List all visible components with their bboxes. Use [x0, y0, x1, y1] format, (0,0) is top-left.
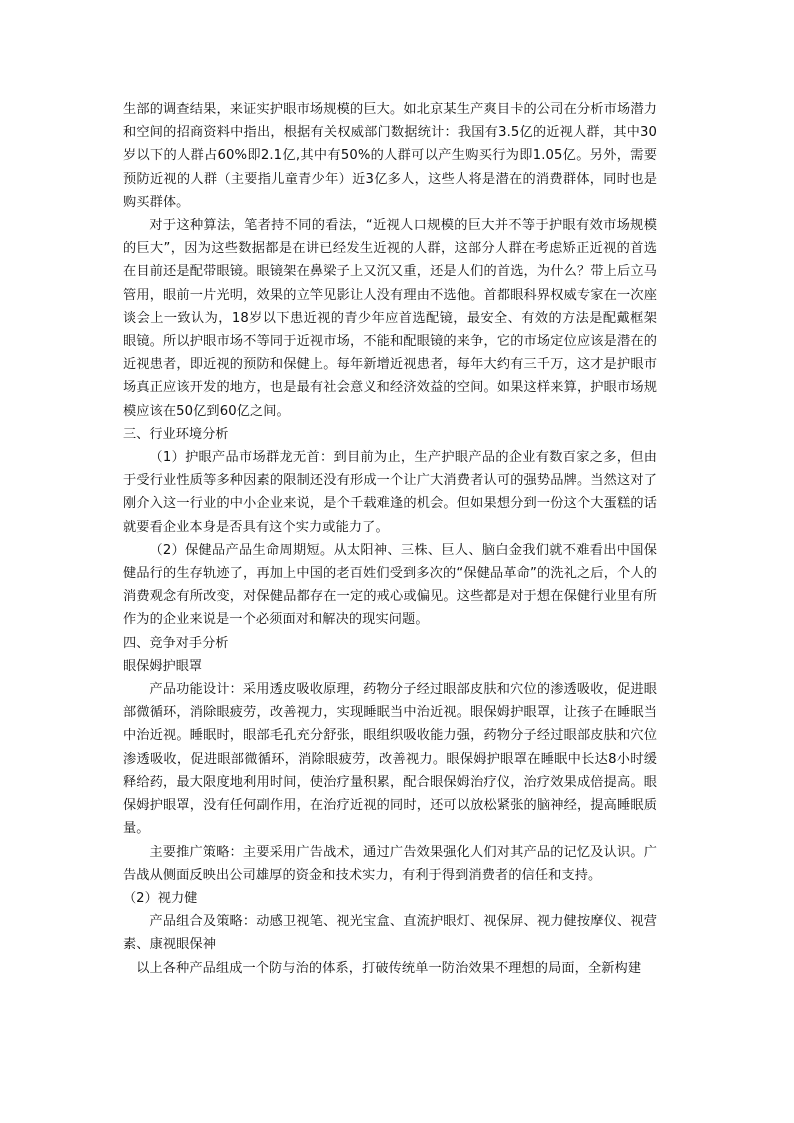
document-page — [123, 98, 657, 980]
paragraph-product-design: 产品功能设计：采用透皮吸收原理，药物分子经过眼部皮肤和穴位的渗透吸收，促进眼部微循环，消除眼疲劳，改善视力，实现睡眠当中治近视。眼保姆护眼罩，让孩子在睡眠当中治近视。睡眠时，眼部毛孔充分舒张，眼组织吸收能力强，药物分子经过眼部皮肤和穴位渗透吸收，促进眼部微循环，消除眼疲劳，改善视力。眼保姆护眼罩在睡眠中长达8小时缓释给药，最大限度地利用时间，使治疗量积累，配合眼保姆治疗仪，治疗效果成倍提高。眼保姆护眼罩，没有任何副作用，在治疗近视的同时，还可以放松紧张的脑神经，提高睡眠质量。 — [123, 682, 657, 837]
paragraph-industry-point-2: （2）保健品产品生命周期短。从太阳神、三株、巨人、脑白金我们就不难看出中国保健品行的生存轨迹了，再加上中国的老百姓们受到多次的“保健品革命”的洗礼之后，个人的消费观念有所改变，对保健品都存在一定的戒心或偏见。这些都是对于想在保健行业里有所作为的企业来说是一个必须面对和解决的现实问题。 — [123, 542, 657, 628]
paragraph-promotion-strategy: 主要推广策略：主要采用广告战术，通过广告效果强化人们对其产品的记忆及认识。广告战从侧面反映出公司雄厚的资金和技术实力，有利于得到消费者的信任和支持。 — [123, 844, 657, 883]
subheading-eye-mask: 眼保姆护眼罩 — [123, 658, 203, 674]
paragraph-author-opinion: 对于这种算法，笔者持不同的看法，“近视人口规模的巨大并不等于护眼有效市场规模的巨大”，因为这些数据都是在讲已经发生近视的人群，这部分人群在考虑矫正近视的首选在目前还是配带眼镜。眼镜架在鼻梁子上又沉又重，还是人们的首选，为什么？带上后立马管用，眼前一片光明，效果的立竿见影让人没有理由不选他。首都眼科界权威专家在一次座谈会上一致认为，18岁以下患近视的青少年应首选配镜，最安全、有效的方法是配戴框架眼镜。所以护眼市场不等同于近视市场，不能和配眼镜的来争，它的市场定位应该是潜在的近视患者，即近视的预防和保健上。每年新增近视患者，每年大约有三千万，这才是护眼市场真正应该开发的地方，也是最有社会意义和经济效益的空间。如果这样来算，护眼市场规模应该在50亿到60亿之间。 — [123, 218, 657, 419]
paragraph-system-overview: 以上各种产品组成一个防与治的体系，打破传统单一防治效果不理想的局面，全新构建 — [136, 960, 642, 976]
paragraph-market-survey: 生部的调查结果，来证实护眼市场规模的巨大。如北京某生产爽目卡的公司在分析市场潜力和空间的招商资料中指出，根据有关权威部门数据统计：我国有3.5亿的近视人群，其中30岁以下的人群占60%即2.1亿,其中有50%的人群可以产生购买行为即1.05亿。另外，需要预防近视的人群（主要指儿童青少年）近3亿多人，这些人将是潜在的消费群体，同时也是购买群体。 — [123, 102, 657, 210]
subheading-vision-health: （2）视力健 — [123, 890, 198, 906]
section-heading-industry-environment: 三、行业环境分析 — [123, 426, 229, 442]
paragraph-product-combination: 产品组合及策略：动感卫视笔、视光宝盒、直流护眼灯、视保屏、视力健按摩仪、视营素、康视眼保神 — [123, 914, 657, 953]
section-heading-competitor-analysis: 四、竞争对手分析 — [123, 635, 229, 651]
paragraph-industry-point-1: （1）护眼产品市场群龙无首：到目前为止，生产护眼产品的企业有数百家之多，但由于受行业性质等多种因素的限制还没有形成一个让广大消费者认可的强势品牌。当然这对了刚介入这一行业的中小企业来说，是个千载难逢的机会。但如果想分到一份这个大蛋糕的话就要看企业本身是否具有这个实力或能力了。 — [123, 450, 657, 535]
